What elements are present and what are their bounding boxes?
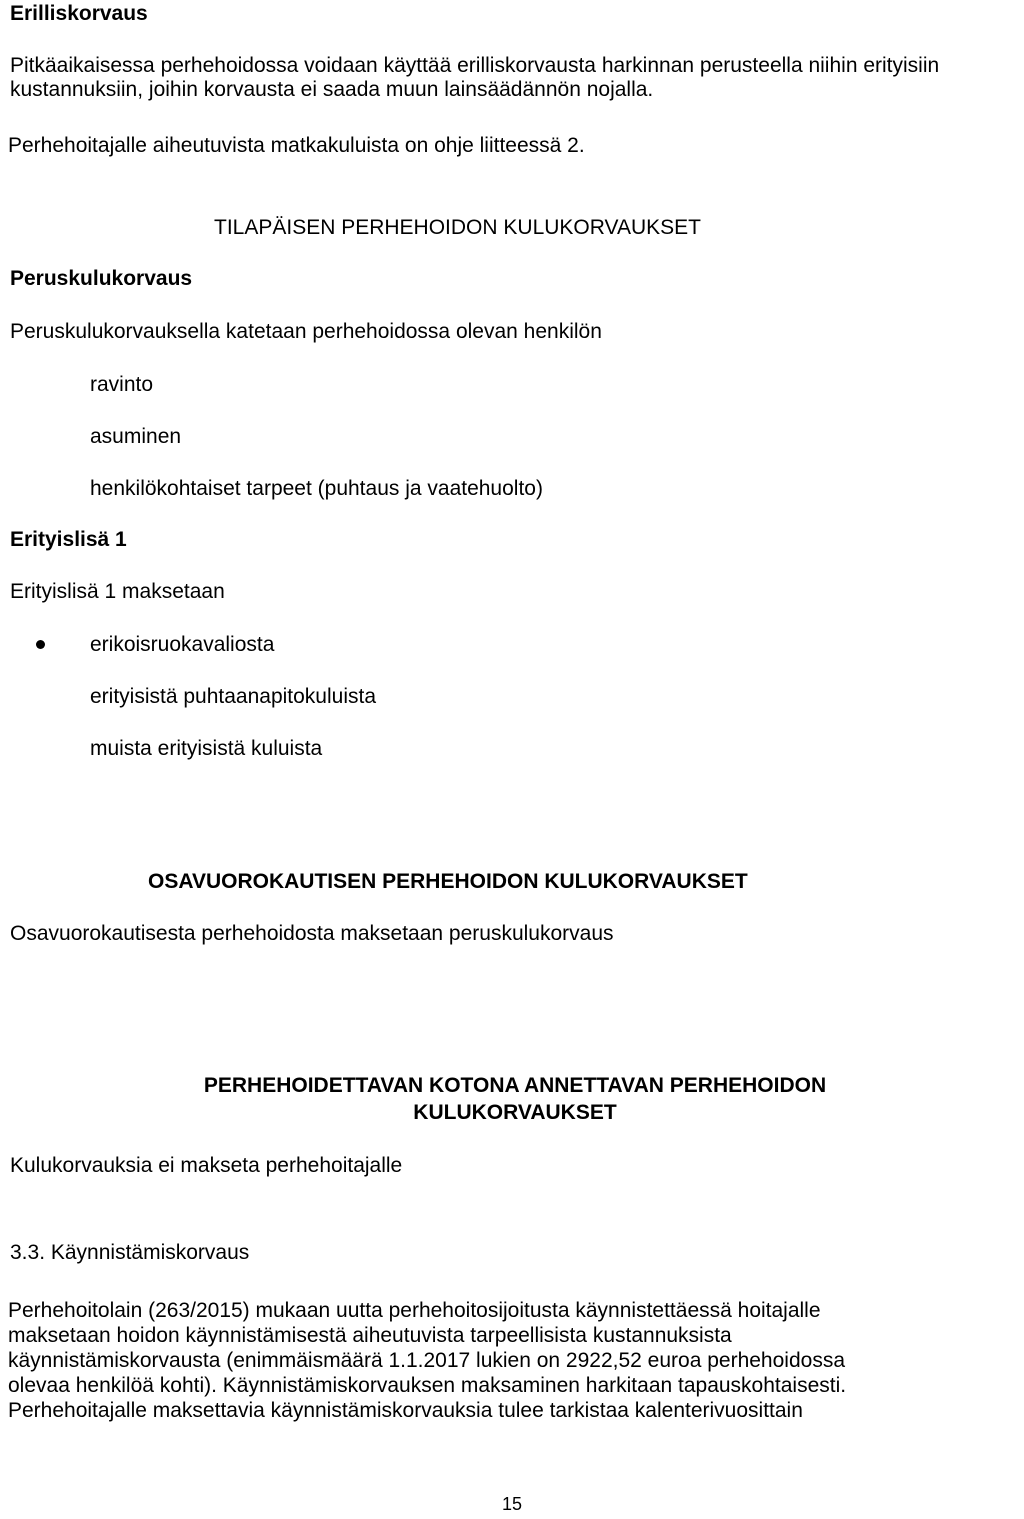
kaynnistamiskorvaus-line: käynnistämiskorvausta (enimmäismäärä 1.1.2017 lukien on 2922,52 euroa perhehoidossa bbox=[8, 1349, 845, 1372]
kotona-title-line1: PERHEHOIDETTAVAN KOTONA ANNETTAVAN PERHEHOIDON bbox=[203, 1074, 827, 1097]
erilliskorvaus-paragraph: Pitkäaikaisessa perhehoidossa voidaan käyttää erilliskorvausta harkinnan perusteella niihin erityisiin kustannuksiin, joihin korvausta ei saada muun lainsäädännön nojalla. bbox=[10, 54, 940, 101]
peruskulukorvaus-heading: Peruskulukorvaus bbox=[10, 267, 193, 290]
kaynnistamiskorvaus-heading: 3.3. Käynnistämiskorvaus bbox=[10, 1241, 250, 1264]
osavuorokautinen-title: OSAVUOROKAUTISEN PERHEHOIDON KULUKORVAUKSET bbox=[148, 870, 748, 893]
kotona-text: Kulukorvauksia ei makseta perhehoitajalle bbox=[10, 1154, 403, 1177]
kaynnistamiskorvaus-line: Perhehoitajalle maksettavia käynnistämiskorvauksia tulee tarkistaa kalenterivuosittain bbox=[8, 1399, 803, 1422]
list-item: erikoisruokavaliosta bbox=[90, 633, 275, 656]
list-item: erityisistä puhtaanapitokuluista bbox=[90, 685, 377, 708]
kaynnistamiskorvaus-line: olevaa henkilöä kohti). Käynnistämiskorvauksen maksaminen harkitaan tapauskohtaisesti. bbox=[8, 1374, 847, 1397]
travel-note: Perhehoitajalle aiheutuvista matkakuluista on ohje liitteessä 2. bbox=[8, 134, 585, 157]
osavuorokautinen-text: Osavuorokautisesta perhehoidosta maksetaan peruskulukorvaus bbox=[10, 922, 614, 945]
kaynnistamiskorvaus-line: Perhehoitolain (263/2015) mukaan uutta perhehoitosijoitusta käynnistettäessä hoitajalle bbox=[8, 1299, 821, 1322]
erityislisa-heading: Erityislisä 1 bbox=[10, 528, 127, 551]
tilapainen-title: TILAPÄISEN PERHEHOIDON KULUKORVAUKSET bbox=[214, 216, 702, 239]
kotona-title-line2: KULUKORVAUKSET bbox=[413, 1101, 617, 1124]
erityislisa-intro: Erityislisä 1 maksetaan bbox=[10, 580, 225, 603]
peruskulukorvaus-intro: Peruskulukorvauksella katetaan perhehoidossa olevan henkilön bbox=[10, 320, 602, 343]
list-item: muista erityisistä kuluista bbox=[90, 737, 323, 760]
list-item: asuminen bbox=[90, 425, 182, 448]
kaynnistamiskorvaus-line: maksetaan hoidon käynnistämisestä aiheutuvista tarpeellisista kustannuksista bbox=[8, 1324, 732, 1347]
page-number: 15 bbox=[502, 1494, 523, 1514]
erilliskorvaus-heading: Erilliskorvaus bbox=[10, 2, 148, 25]
bullet-icon bbox=[36, 640, 45, 649]
list-item: henkilökohtaiset tarpeet (puhtaus ja vaatehuolto) bbox=[90, 477, 543, 500]
list-item: ravinto bbox=[90, 373, 154, 396]
